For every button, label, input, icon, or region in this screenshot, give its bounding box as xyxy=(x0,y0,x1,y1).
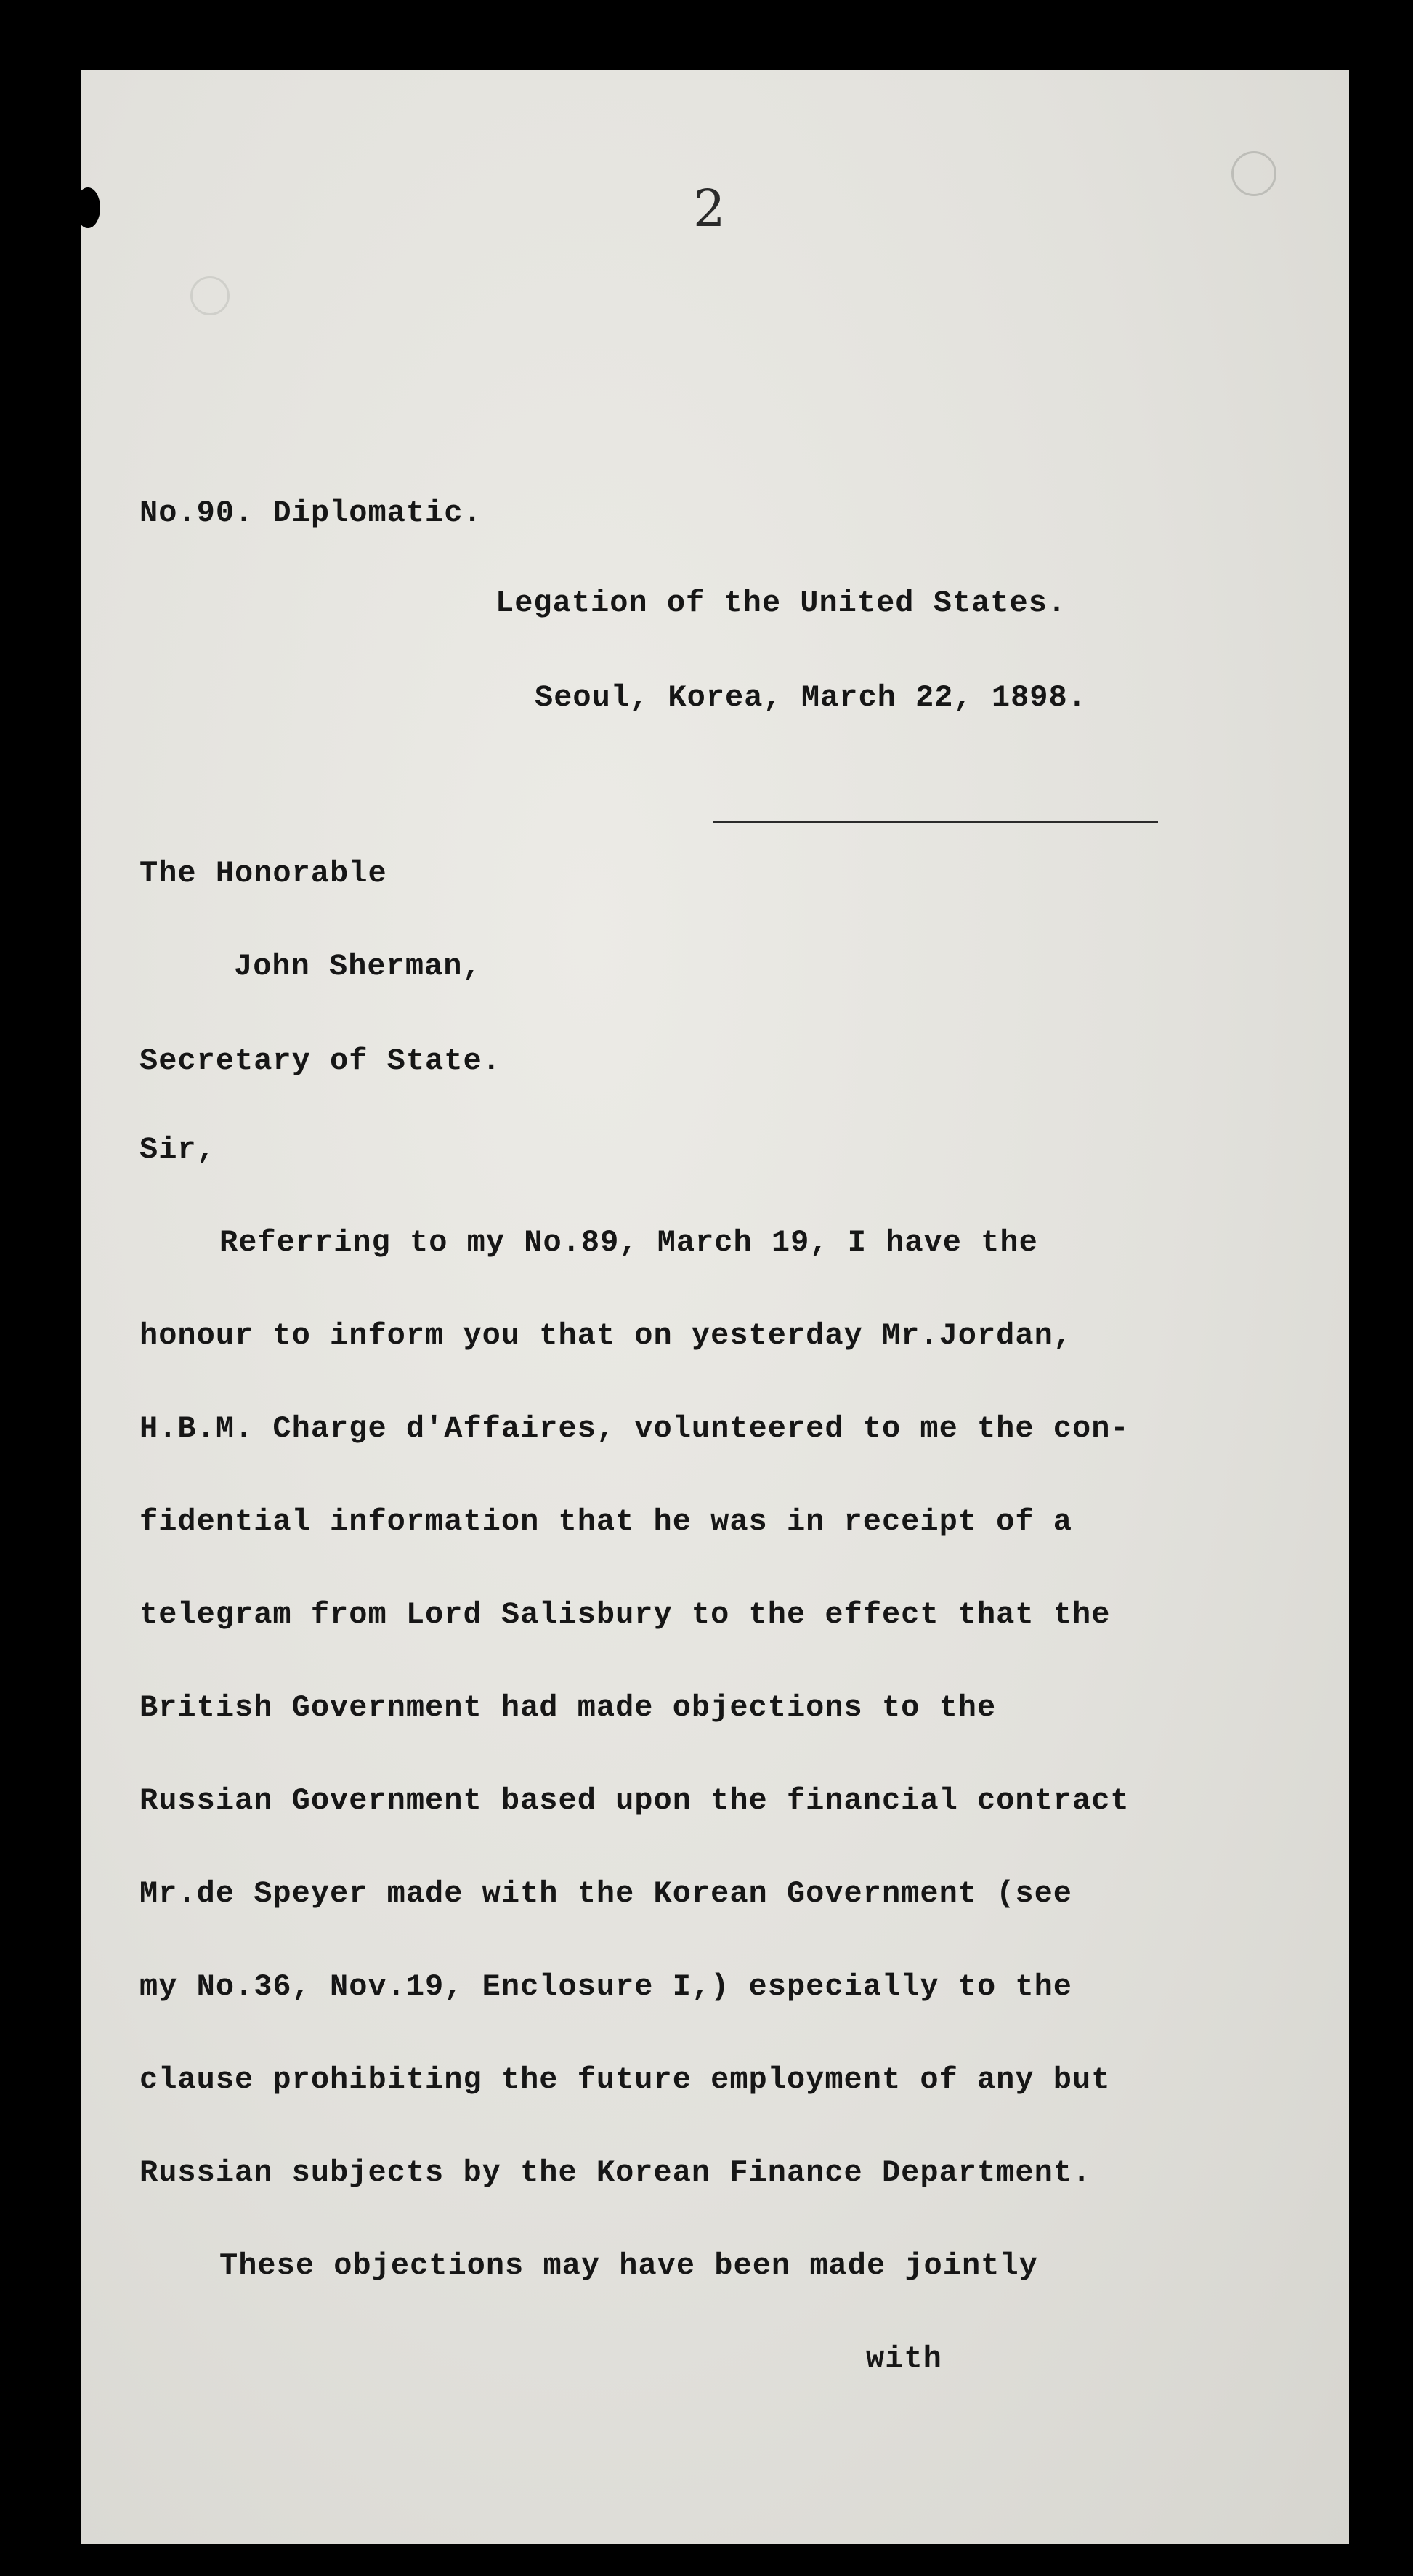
legation-heading: Legation of the United States. xyxy=(495,586,1067,621)
addressee-name: John Sherman, xyxy=(234,949,482,984)
binding-mark xyxy=(76,187,100,228)
body-line: my No.36, Nov.19, Enclosure I,) especially to the xyxy=(139,1969,1073,2004)
addressee-title: Secretary of State. xyxy=(139,1043,501,1078)
punch-hole xyxy=(1231,151,1276,196)
place-date: Seoul, Korea, March 22, 1898. xyxy=(535,680,1087,715)
body-line: British Government had made objections to the xyxy=(139,1690,997,1725)
body-line: telegram from Lord Salisbury to the effect that the xyxy=(139,1597,1111,1632)
catchword: with xyxy=(866,2341,942,2376)
punch-hole xyxy=(190,276,230,315)
body-line: Russian Government based upon the financial contract xyxy=(139,1783,1130,1818)
page-number-mark: 2 xyxy=(693,179,726,238)
addressee-honorific: The Honorable xyxy=(139,856,387,891)
divider-rule xyxy=(713,821,1158,823)
body-line: Russian subjects by the Korean Finance Department. xyxy=(139,2155,1092,2190)
body-line: fidential information that he was in receipt of a xyxy=(139,1504,1073,1539)
greeting: Sir, xyxy=(139,1132,216,1167)
body-line: These objections may have been made jointly xyxy=(219,2248,1038,2283)
body-line: Referring to my No.89, March 19, I have the xyxy=(219,1225,1038,1260)
document-page xyxy=(81,70,1349,2544)
body-line: honour to inform you that on yesterday Mr.Jordan, xyxy=(139,1318,1073,1353)
body-line: clause prohibiting the future employment of any but xyxy=(139,2062,1111,2097)
body-line: Mr.de Speyer made with the Korean Government (see xyxy=(139,1876,1073,1911)
body-line: H.B.M. Charge d'Affaires, volunteered to me the con- xyxy=(139,1411,1130,1446)
dispatch-number: No.90. Diplomatic. xyxy=(139,496,482,530)
